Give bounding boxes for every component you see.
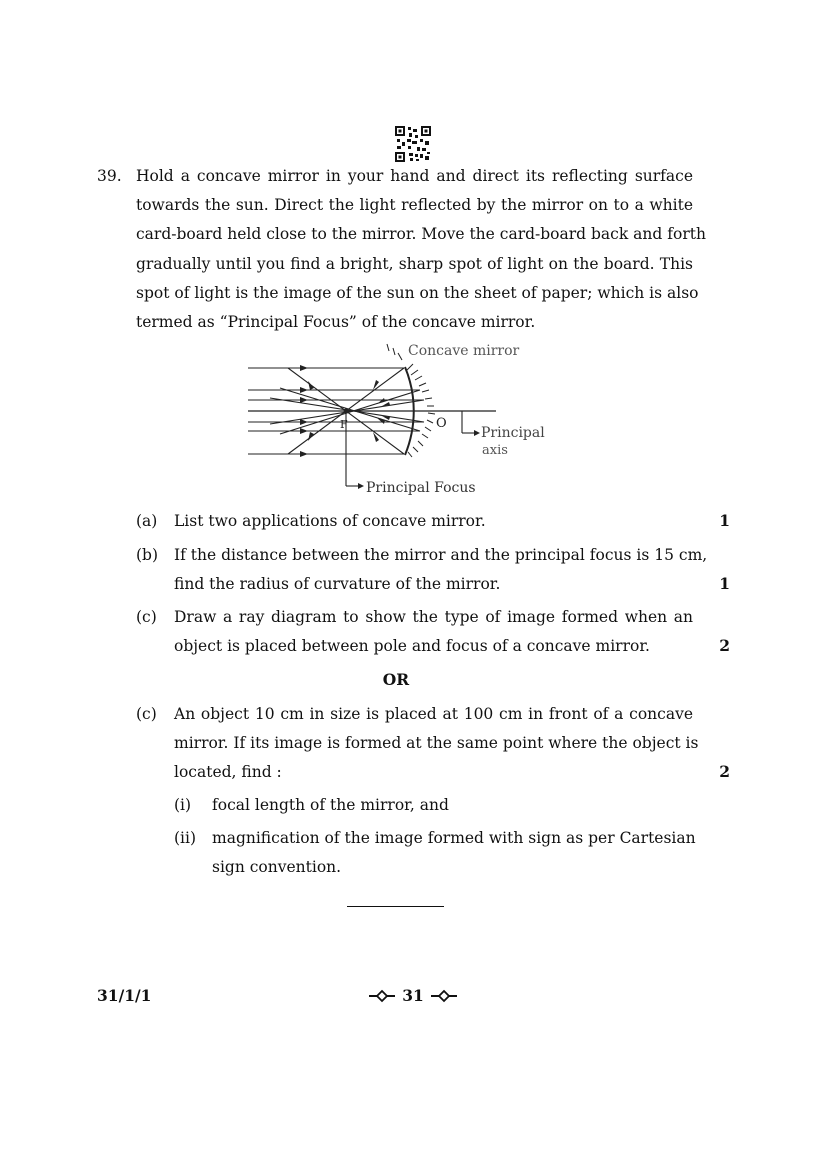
or-divider: OR [382, 670, 410, 689]
end-rule [347, 906, 444, 907]
label-f: F [340, 418, 348, 431]
part-c-label: (c) [136, 608, 157, 626]
subpart-i-text: focal length of the mirror, and [212, 796, 449, 814]
paper-code: 31/1/1 [97, 986, 152, 1005]
part-a-label: (a) [136, 512, 158, 530]
part-c-text-line: Draw a ray diagram to show the type of image formed when an [174, 608, 693, 626]
subpart-ii-text-line: magnification of the image formed with sign as per Cartesian [212, 829, 696, 847]
part-a-marks: 1 [719, 511, 730, 530]
subpart-i-label: (i) [174, 796, 192, 814]
part-c-marks: 2 [719, 636, 730, 655]
part-b-label: (b) [136, 546, 159, 564]
question-text-line: card-board held close to the mirror. Move the card-board back and forth [136, 225, 706, 243]
ornament-right-icon [430, 989, 458, 1003]
concave-mirror-diagram [240, 338, 560, 500]
label-principal-axis: Principal [481, 425, 545, 441]
question-text-line: termed as “Principal Focus” of the concave mirror. [136, 313, 536, 331]
part-b-text-line: find the radius of curvature of the mirror. [174, 575, 501, 593]
part-c-alt-text-line: mirror. If its image is formed at the same point where the object is [174, 734, 699, 752]
part-c-alt-marks: 2 [719, 762, 730, 781]
question-text-line: towards the sun. Direct the light reflected by the mirror on to a white [136, 196, 693, 214]
part-c-alt-text-line: An object 10 cm in size is placed at 100 cm in front of a concave [174, 705, 693, 723]
label-o: O [436, 416, 447, 431]
question-text-line: Hold a concave mirror in your hand and direct its reflecting surface [136, 167, 693, 185]
part-c-alt-text-line: located, find : [174, 763, 282, 781]
question-text-line: spot of light is the image of the sun on the sheet of paper; which is also [136, 284, 699, 302]
question-number: 39. [97, 167, 122, 185]
label-concave-mirror: Concave mirror [408, 343, 520, 359]
part-c-alt-label: (c) [136, 705, 157, 723]
question-text-line: gradually until you find a bright, sharp spot of light on the board. This [136, 255, 693, 273]
part-c-text-line: object is placed between pole and focus of a concave mirror. [174, 637, 650, 655]
subpart-ii-text-line: sign convention. [212, 858, 342, 876]
label-principal-focus: Principal Focus [366, 480, 476, 496]
page-number: 31 [402, 986, 424, 1005]
qr-code [395, 126, 431, 162]
ornament-left-icon [368, 989, 396, 1003]
part-b-marks: 1 [719, 574, 730, 593]
subpart-ii-label: (ii) [174, 829, 197, 847]
label-axis: axis [482, 443, 508, 458]
part-a-text: List two applications of concave mirror. [174, 512, 486, 530]
part-b-text-line: If the distance between the mirror and the principal focus is 15 cm, [174, 546, 708, 564]
